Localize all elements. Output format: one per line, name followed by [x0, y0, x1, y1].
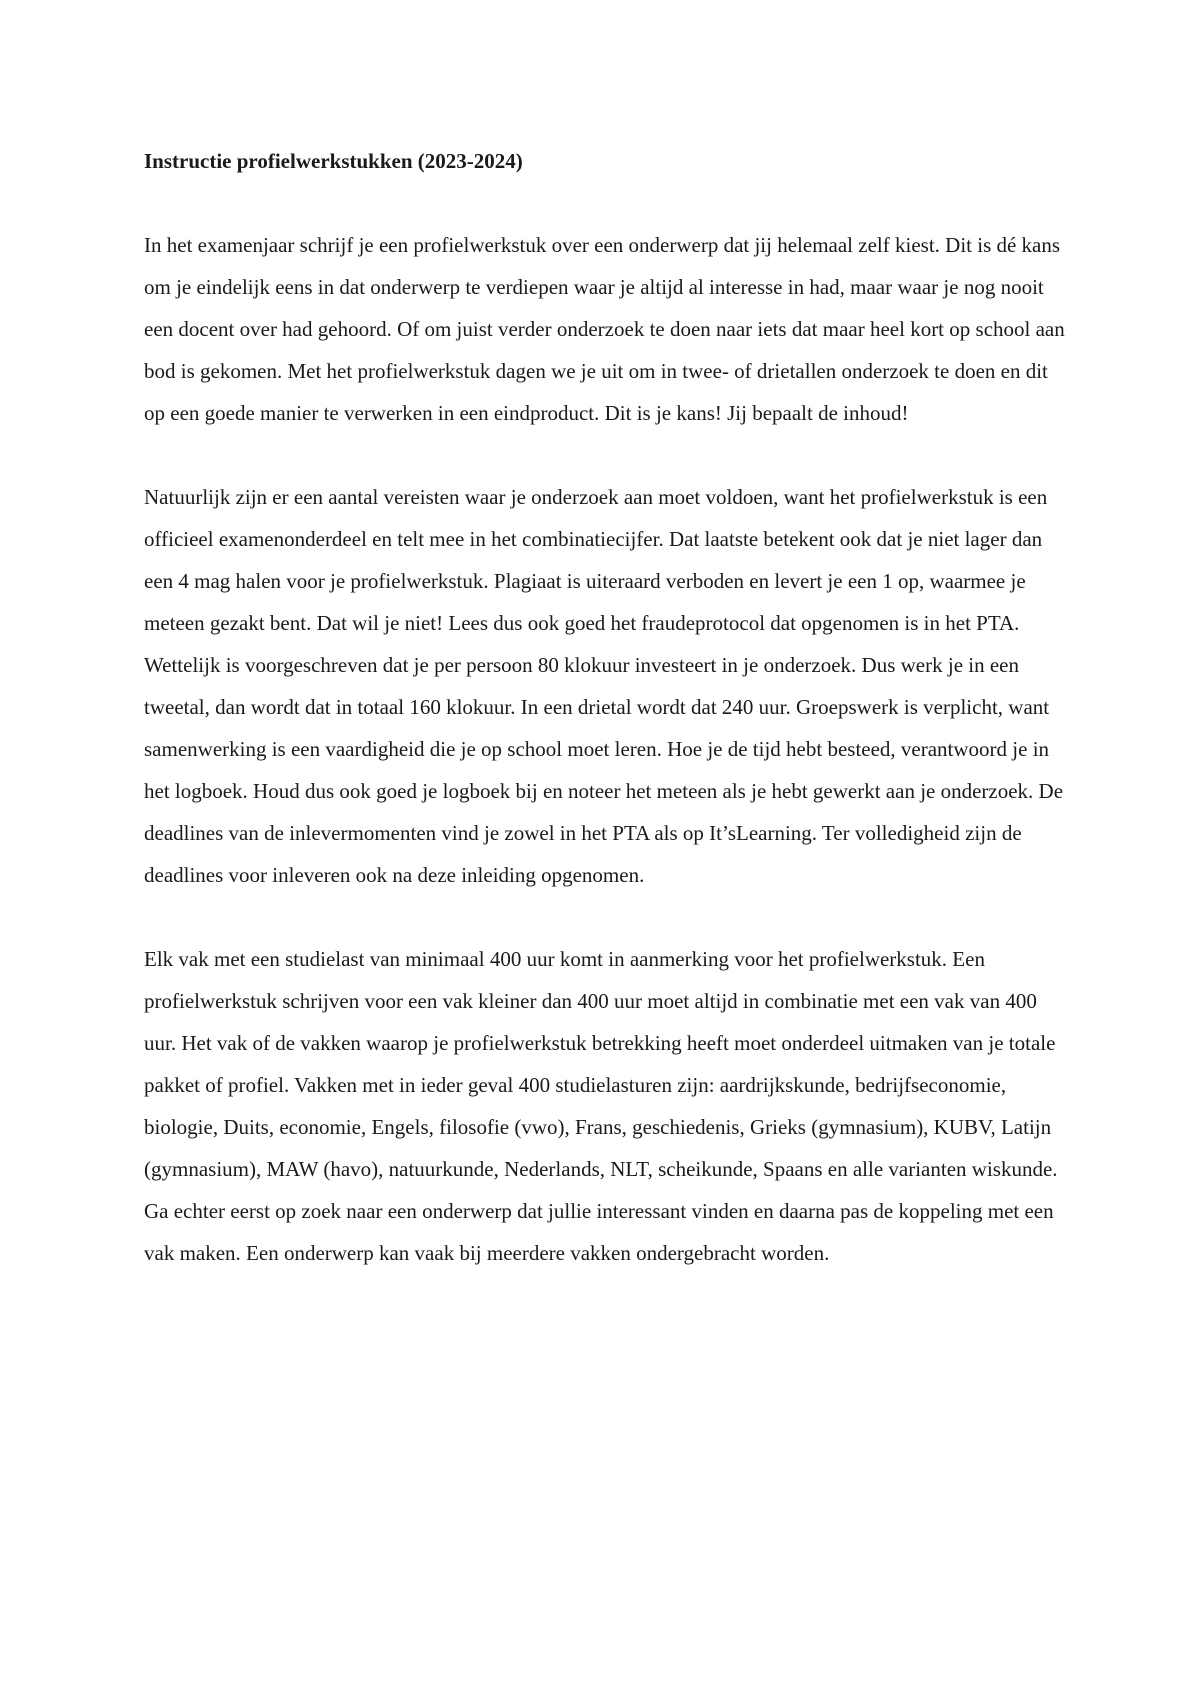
- paragraph-subjects: Elk vak met een studielast van minimaal 400 uur komt in aanmerking voor het profielwerkstuk. Een profielwerkstuk schrijven voor een vak kleiner dan 400 uur moet altijd in combinatie met een vak van 400 uur. Het vak of de vakken waarop je profielwerkstuk betrekking heeft moet onderdeel uitmaken van je totale pakket of profiel. Vakken met in ieder geval 400 studielasturen zijn: aardrijkskunde, bedrijfseconomie, biologie, Duits, economie, Engels, filosofie (vwo), Frans, geschiedenis, Grieks (gymnasium), KUBV, Latijn (gymnasium), MAW (havo), natuurkunde, Nederlands, NLT, scheikunde, Spaans en alle varianten wiskunde. Ga echter eerst op zoek naar een onderwerp dat jullie interessant vinden en daarna pas de koppeling met een vak maken. Een onderwerp kan vaak bij meerdere vakken ondergebracht worden.: [144, 947, 1058, 1265]
- paragraph-introduction: In het examenjaar schrijf je een profielwerkstuk over een onderwerp dat jij helemaal zelf kiest. Dit is dé kans om je eindelijk eens in dat onderwerp te verdiepen waar je altijd al interesse in had, maar waar je nog nooit een docent over had gehoord. Of om juist verder onderzoek te doen naar iets dat maar heel kort op school aan bod is gekomen. Met het profielwerkstuk dagen we je uit om in twee- of drietallen onderzoek te doen en dit op een goede manier te verwerken in een eindproduct. Dit is je kans! Jij bepaalt de inhoud!: [144, 233, 1065, 425]
- document-title: Instructie profielwerkstukken (2023-2024): [144, 149, 523, 173]
- document-body: [144, 140, 1069, 1274]
- paragraph-requirements: Natuurlijk zijn er een aantal vereisten waar je onderzoek aan moet voldoen, want het profielwerkstuk is een officieel examenonderdeel en telt mee in het combinatiecijfer. Dat laatste betekent ook dat je niet lager dan een 4 mag halen voor je profielwerkstuk. Plagiaat is uiteraard verboden en levert je een 1 op, waarmee je meteen gezakt bent. Dat wil je niet! Lees dus ook goed het fraudeprotocol dat opgenomen is in het PTA. Wettelijk is voorgeschreven dat je per persoon 80 klokuur investeert in je onderzoek. Dus werk je in een tweetal, dan wordt dat in totaal 160 klokuur. In een drietal wordt dat 240 uur. Groepswerk is verplicht, want samenwerking is een vaardigheid die je op school moet leren. Hoe je de tijd hebt besteed, verantwoord je in het logboek. Houd dus ook goed je logboek bij en noteer het meteen als je hebt gewerkt aan je onderzoek. De deadlines van de inlevermomenten vind je zowel in het PTA als op It’sLearning. Ter volledigheid zijn de deadlines voor inleveren ook na deze inleiding opgenomen.: [144, 485, 1064, 887]
